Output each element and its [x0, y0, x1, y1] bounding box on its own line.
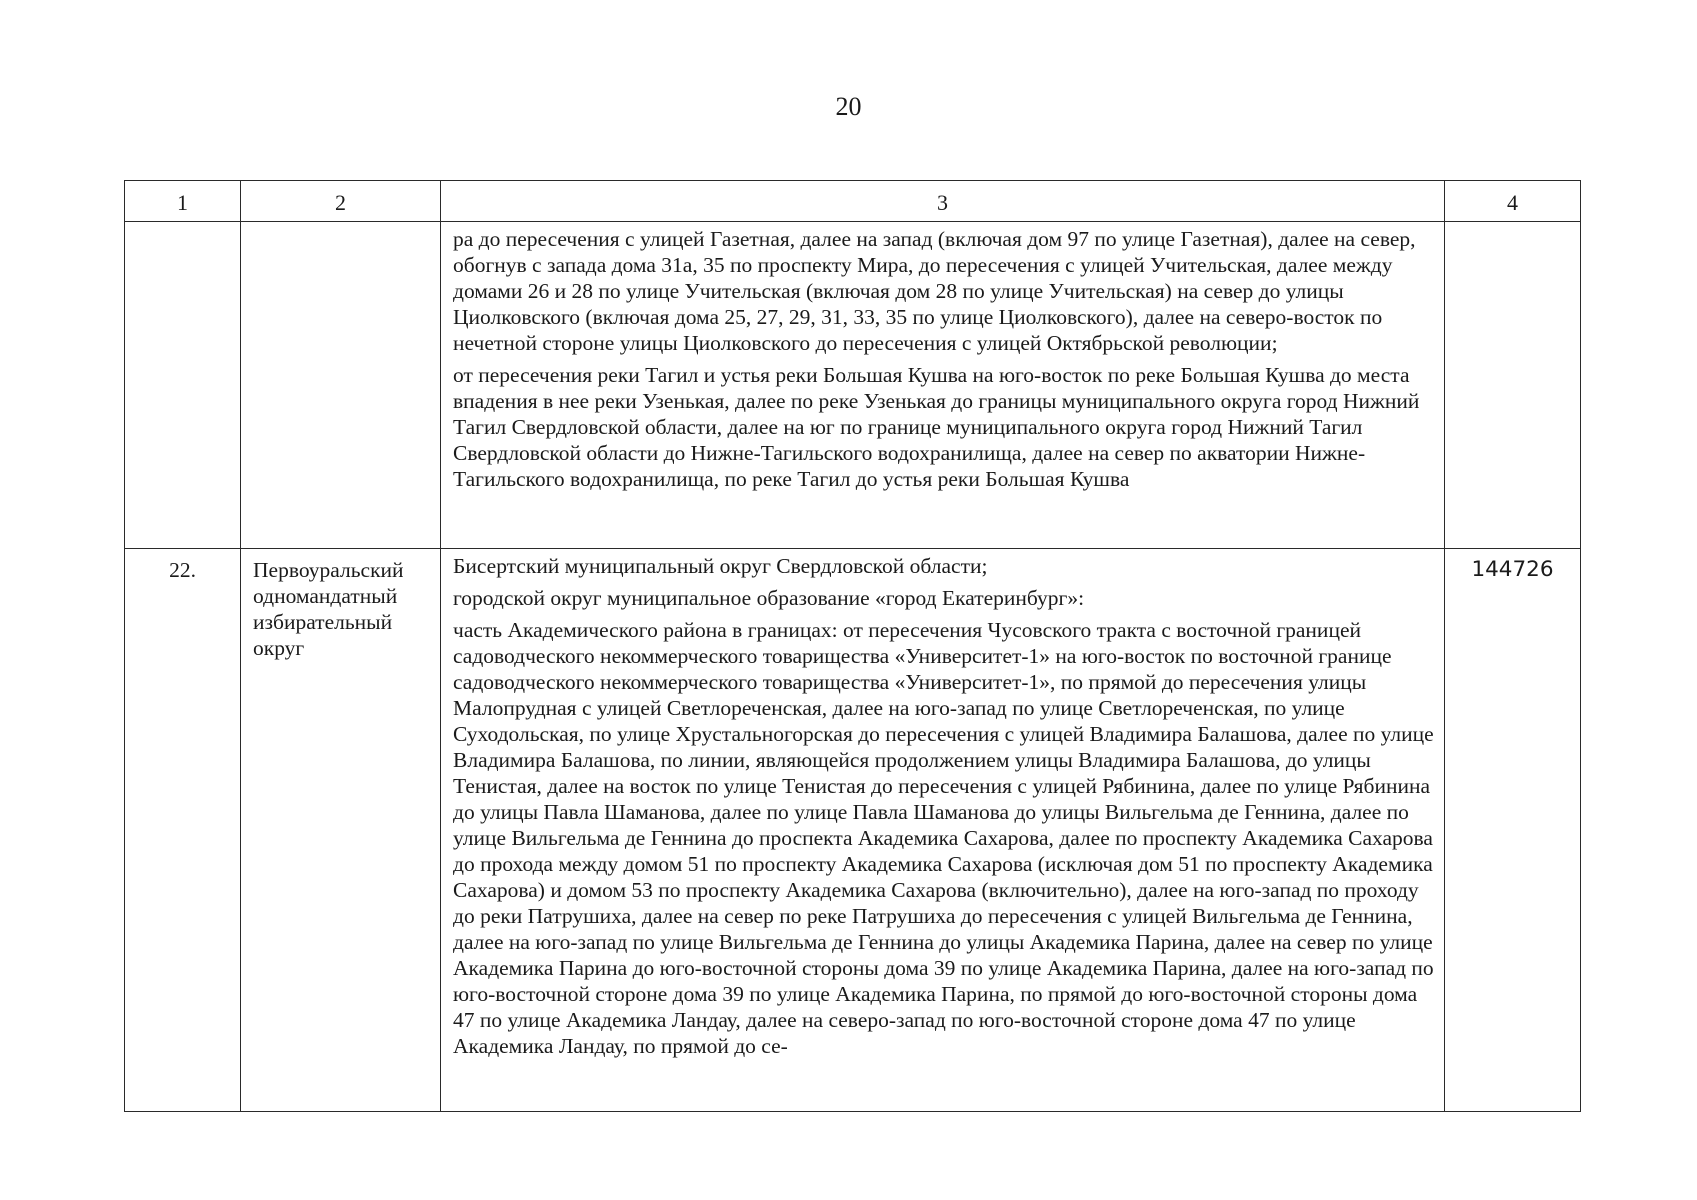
voter-count-cell: 144726 — [1445, 549, 1581, 1112]
boundary-paragraph: городской округ муниципальное образование «город Екатеринбург»: — [453, 586, 1085, 610]
district-name-cell — [241, 222, 441, 549]
voter-count-cell — [1445, 222, 1581, 549]
district-name-cell: Первоуральский одномандатный избирательный округ — [241, 549, 441, 1112]
district-boundary-description — [441, 549, 1445, 1112]
table-row-district-22 — [125, 549, 1581, 1112]
boundary-paragraph: ра до пересечения с улицей Газетная, далее на запад (включая дом 97 по улице Газетная), далее на север, обогнув с запада дома 31а, 35 по проспекту Мира, до пересечения с улицей Учительская, далее между домами 26 и 28 по улице Учительская (включая дом 28 по улице Учительская) на север до улицы Циолковского (включая дома 25, 27, 29, 31, 33, 35 по улице Циолковского), далее на северо-восток по нечетной стороне улицы Циолковского до пересечения с улицей Октябрьской революции; — [453, 227, 1416, 355]
district-boundary-description — [441, 222, 1445, 549]
column-header-2: 2 — [241, 181, 441, 222]
header-row — [125, 181, 1581, 222]
page-number: 20 — [835, 92, 862, 121]
table-row-continuation — [125, 222, 1581, 549]
district-number-cell — [125, 222, 241, 549]
column-header-4: 4 — [1445, 181, 1581, 222]
electoral-districts-table — [124, 180, 1581, 1112]
boundary-paragraph: Бисертский муниципальный округ Свердловской области; — [453, 554, 988, 578]
boundary-paragraph: часть Академического района в границах: от пересечения Чусовского тракта с восточной границей садоводческого некоммерческого товарищества «Университет-1» на юго-восток по восточной границе садоводческого некоммерческого товарищества «Университет-1», по прямой до пересечения улицы Малопрудная с улицей Светлореченская, далее на юго-запад по улице Светлореченская, по улице Суходольская, по улице Хрустальногорская до пересечения с улицей Владимира Балашова, далее по улице Владимира Балашова, по линии, являющейся продолжением улицы Владимира Балашова, до улицы Тенистая, далее на восток по улице Тенистая до пересечения с улицей Рябинина, далее по улице Рябинина до улицы Павла Шаманова, далее по улице Павла Шаманова до улицы Вильгельма де Геннина, далее по улице Вильгельма де Геннина до проспекта Академика Сахарова, далее по проспекту Академика Сахарова до прохода между домом 51 по проспекту Академика Сахарова (исключая дом 51 по проспекту Академика Сахарова) и домом 53 по проспекту Академика Сахарова (включительно), далее на юго-запад по проходу до реки Патрушиха, далее на север по реке Патрушиха до пересечения с улицей Вильгельма де Геннина, далее на юго-запад по улице Вильгельма де Геннина до улицы Академика Парина, далее на север по улице Академика Парина до юго-восточной стороны дома 39 по улице Академика Парина, далее на юго-запад по юго-восточной стороне дома 39 по улице Академика Парина, по прямой до юго-восточной стороны дома 47 по улице Академика Ландау, далее на северо-запад по юго-восточной стороне дома 47 по улице Академика Ландау, по прямой до се- — [453, 618, 1434, 1058]
district-number-cell: 22. — [125, 549, 241, 1112]
table-header — [125, 181, 1581, 222]
boundary-paragraph: от пересечения реки Тагил и устья реки Большая Кушва на юго-восток по реке Большая Кушва до места впадения в нее реки Узенькая, далее по реке Узенькая до границы муниципального округа город Нижний Тагил Свердловской области, далее на юг по границе муниципального округа город Нижний Тагил Свердловской области до Нижне-Тагильского водохранилища, далее на север по акватории Нижне-Тагильского водохранилища, по реке Тагил до устья реки Большая Кушва — [453, 363, 1420, 491]
column-header-1: 1 — [125, 181, 241, 222]
column-header-3: 3 — [441, 181, 1445, 222]
